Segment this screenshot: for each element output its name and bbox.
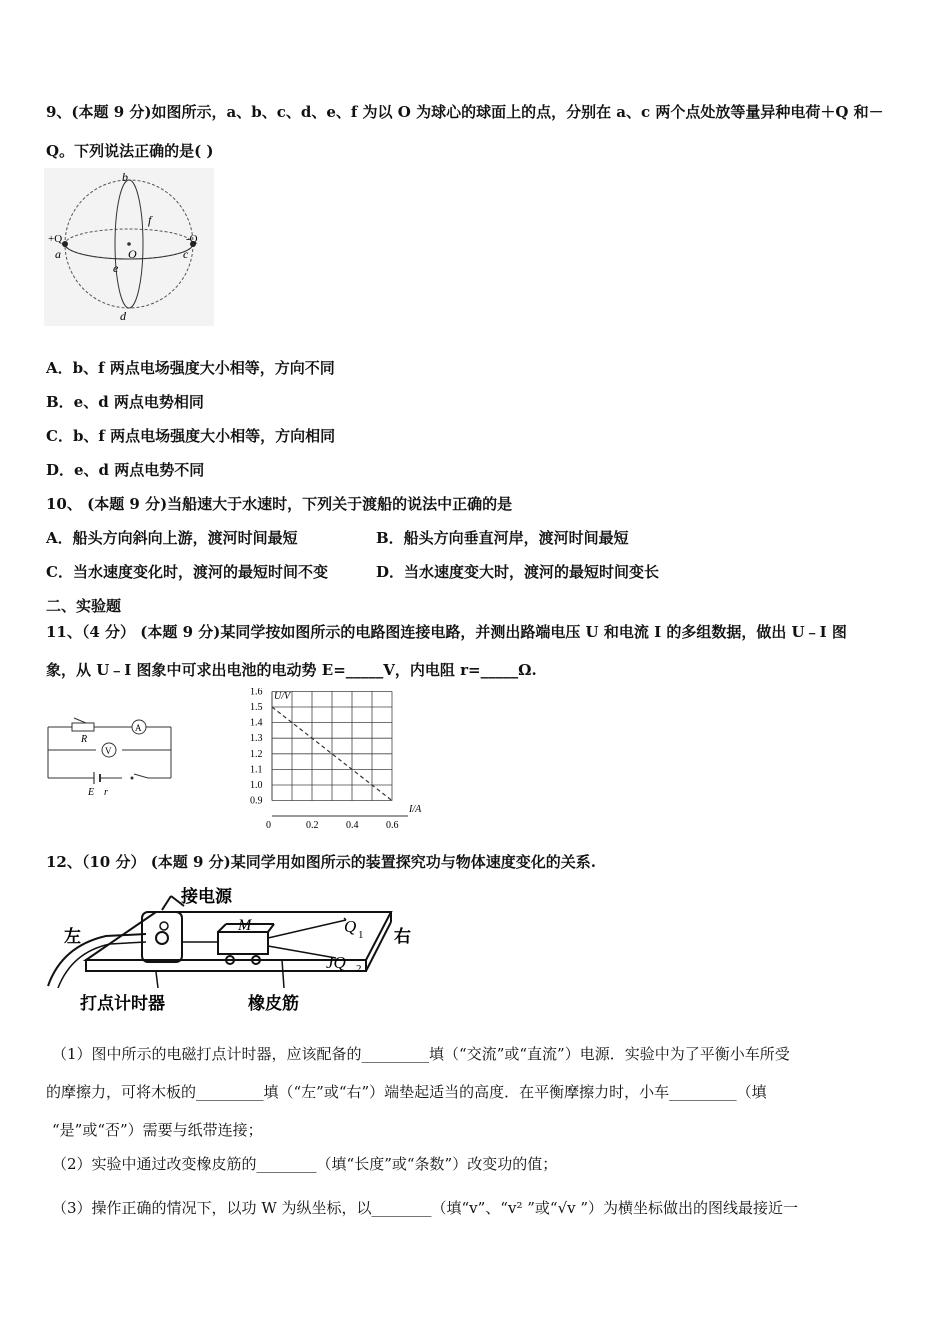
rheostat-symbol [72,723,94,731]
label-o: O [128,247,137,261]
q10-option-b: B．船头方向垂直河岸，渡河时间最短 [376,529,629,547]
y-tick-label: 1.5 [250,702,263,713]
section-heading-experiment: 二、实验题 [46,597,122,615]
label-q1: Q [344,917,357,936]
grid-lines [272,691,392,800]
charge-a [62,241,68,247]
q9-option-b: B．e、d 两点电势相同 [46,393,204,411]
y-tick-label: 0.9 [250,795,263,807]
y-tick-label: 1.4 [250,717,263,729]
q12-part1-line1: （1）图中所示的电磁打点计时器，应该配备的_________填（“交流”或“直流”）电源．实验中为了平衡小车所受 [52,1045,790,1063]
y-tick-label: 1.2 [250,748,263,760]
q10-option-c: C．当水速度变化时，渡河的最短时间不变 [46,563,328,581]
q11-stem-line1: 11、（4 分） (本题 9 分)某同学按如图所示的电路图连接电路，并测出路端电压 U 和电流 I 的多组数据，做出 U﹣I 图 [46,623,847,641]
sphere-figure [44,168,214,326]
y-tick-label: 1.1 [250,764,263,776]
label-a: a [55,247,61,261]
q12-part2: （2）实验中通过改变橡皮筋的________（填“长度”或“条数”）改变功的值； [52,1155,558,1173]
label-d: d [120,309,126,323]
x-tick-label: 0.6 [386,820,399,831]
ui-graph [244,688,434,834]
label-power: 接电源 [181,887,232,906]
y-tick-label: 1.3 [250,733,263,745]
label-right: 右 [394,927,411,946]
label-c: c [183,247,189,261]
y-tick-label: 1.0 [250,780,263,791]
q9-option-a: A．b、f 两点电场强度大小相等，方向不同 [46,359,335,377]
label-b: b [122,170,128,184]
label-minus-q: -Q [186,233,198,245]
label-voltmeter: V [105,746,112,756]
x-axis-label: I/A [409,804,422,815]
label-emf: E [88,787,95,798]
label-f: f [148,213,152,227]
timer-body [142,912,182,962]
circuit-diagram [44,712,178,798]
q9-option-c: C．b、f 两点电场强度大小相等，方向相同 [46,427,336,445]
q9-stem-line1: 9、(本题 9 分)如图所示，a、b、c、d、e、f 为以 O 为球心的球面上的点，分别在 a、c 两个点处放等量异种电荷＋Q 和－ [46,103,884,121]
label-ammeter: A [135,723,142,733]
center-point [127,242,131,246]
q11-stem-line2: 象，从 U﹣I 图象中可求出电池的电动势 E=_____V，内电阻 r=_____Ω. [46,661,537,679]
power-wire [162,896,171,910]
x-tick-label: 0.4 [346,820,359,831]
q9-option-d: D．e、d 两点电势不同 [46,461,205,479]
label-internal-r: r [104,787,108,798]
q10-option-d: D．当水速度变大时，渡河的最短时间变长 [376,563,660,581]
label-m: M [238,917,252,934]
label-r-resistor: R [81,734,88,745]
q12-part1-line2: 的摩擦力，可将木板的_________填（“左”或“右”）端垫起适当的高度．在平衡摩擦力时，小车_________（填 [46,1083,767,1101]
q12-stem: 12、（10 分） (本题 9 分)某同学用如图所示的装置探究功与物体速度变化的关系. [46,853,596,871]
label-q2: JQ [326,953,346,972]
label-left: 左 [64,927,81,946]
switch-symbol [131,777,134,780]
label-q2-sub: 2 [356,963,362,975]
q10-option-a: A．船头方向斜向上游，渡河时间最短 [46,529,298,547]
q12-part3: （3）操作正确的情况下，以功 W 为纵坐标，以________（填“v”、“v² ”或“√v ”）为横坐标做出的图线最接近一 [52,1199,799,1217]
apparatus-figure [46,876,416,1024]
rubber-band [268,920,346,938]
cart-body [218,932,268,954]
label-e: e [113,261,119,275]
label-rubber-band: 橡皮筋 [248,994,299,1013]
q12-part1-line3: “是”或“否”）需要与纸带连接； [52,1121,263,1139]
y-axis-label: U/V [274,691,291,702]
q10-stem: 10、 (本题 9 分)当船速大于水速时，下列关于渡船的说法中正确的是 [46,495,513,513]
x-tick-label: 0.2 [306,820,319,831]
label-timer: 打点计时器 [80,994,165,1013]
label-q1-sub: 1 [358,929,364,941]
q9-stem-line2: Q。下列说法正确的是( ) [46,142,214,160]
y-tick-label: 1.6 [250,688,263,698]
label-plus-q: +Q [48,233,63,245]
x-tick-label: 0 [266,820,271,831]
